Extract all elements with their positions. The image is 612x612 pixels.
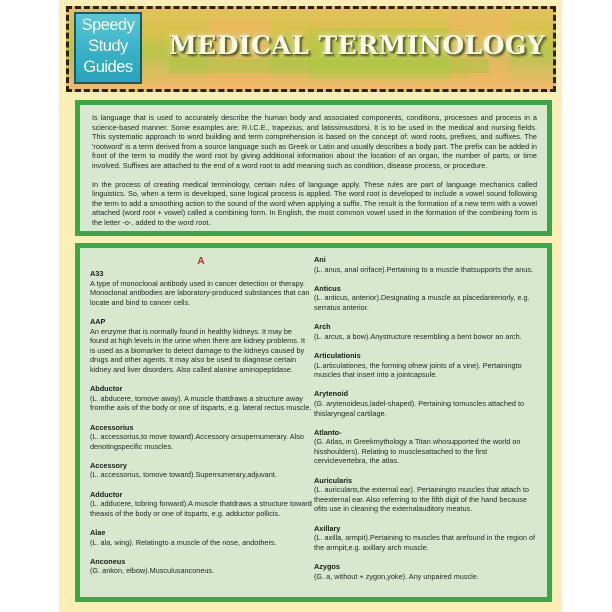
glossary-entry: [314, 389, 536, 418]
glossary-term: Anticus: [314, 283, 341, 293]
glossary-entry: [314, 524, 536, 553]
logo-line: Speedy: [81, 16, 135, 34]
logo-line: Guides: [83, 58, 133, 76]
glossary-term: Anconeus: [90, 556, 126, 566]
glossary-entry: [90, 423, 312, 452]
glossary-entry: [90, 384, 312, 413]
glossary-right-column: [314, 255, 536, 591]
intro-paragraph: Is language that is used to accurately describe the human body and associated components, conditions, processes and process in a science-based manner. Some examples are: R.I.C.E., trapezius, and latissimusdorsi. It is to be used in the medical and nursing fields. This systematic approach to word building and term comprehension is based on the concept of: word roots, prefixes, and suffixes. The 'rootword' is a term derived from a source language such as Greek or Latin and usually describes a body part. The prefix can be added in front of the term to modify the word root by giving additional information about the location of an organ, the number of parts, or time involved. Suffixes are attached to the end of a word root to add meaning such as condition, disease process, or procedure.: [92, 113, 537, 170]
glossary-definition: (L.articulationes, the forming ofnew joints of a vine). Pertainingto muscles that insert into a jointcapsule.: [314, 360, 522, 380]
intro-panel: [75, 100, 552, 236]
speedy-study-guides-logo: [74, 12, 142, 84]
glossary-term: A33: [90, 269, 104, 278]
glossary-entry: [90, 528, 312, 547]
glossary-term: Arch: [314, 322, 331, 332]
glossary-definition: (G. a, without + zygon,yoke). Any unpaired muscle.: [314, 571, 479, 581]
glossary-term: Accessorius: [90, 422, 134, 432]
glossary-definition: (L. ala, wing). Relatingto a muscle of the nose, andothers.: [90, 537, 277, 547]
glossary-entry: [314, 322, 536, 341]
glossary-term: Alae: [90, 528, 106, 538]
glossary-definition: (L. adducere, tobring forward).A muscle thatdraws a structure toward theaxis of the body or one of itsparts, e.g. adductor pollicis.: [90, 499, 312, 518]
glossary-term: Adductor: [90, 489, 123, 499]
glossary-definition: An enzyme that is normally found in healthy kidneys. It may be found at high levels in the urine when there are kidney problems. It is used as a biomarker to detect damage to the kidneys caused by drugs and other agents. It may also be used to diagnose certain kidney and liver disorders. Also called alanine aminopeptidase.: [90, 326, 305, 374]
glossary-entry: [314, 284, 536, 313]
glossary-definition: (L. accessorius,to move toward).Accessory orsupernumerary. Also denotingspecific muscles.: [90, 432, 304, 451]
glossary-entry: [314, 428, 536, 466]
glossary-term: Arytenoid: [314, 389, 349, 399]
glossary-definition: (G. arytenoideus,ladel-shaped). Pertaining tomuscles attached to thislaryngeal cartilage.: [314, 398, 525, 418]
glossary-term: Axillary: [314, 523, 341, 533]
glossary-definition: (L. accessorius, tomove toward).Supernumerary,adjuvant.: [90, 470, 277, 480]
glossary-definition: (L. auricularis,the external ear). Pertainingto muscles that attach to theexternal ear. Also referring to the fifth digit of the hand because ofits use in cleaning the externalauditory meatus.: [314, 485, 529, 514]
glossary-entry: [314, 255, 536, 274]
glossary-definition: (G. Atlas, in Greekmythology a Titan whosupported the world on hisshoulders). Relating to musclesattached to the first cerviclevertebra, the atlas.: [314, 437, 521, 466]
glossary-definition: (L. anus, anal oriface).Pertaining to a muscle thatsupports the anus.: [314, 264, 534, 274]
glossary-definition: (L. anticus, anterior).Designating a muscle as placedanteriorly, e.g. serratus anterior.: [314, 293, 530, 312]
logo-line: Study: [88, 37, 128, 55]
glossary-entry: [90, 557, 312, 576]
glossary-term: Auricularis: [314, 475, 353, 485]
page-title: MEDICAL TERMINOLOGY: [169, 31, 546, 60]
banner-decoration: [169, 59, 489, 73]
glossary-entry: [90, 269, 312, 307]
intro-paragraph: In the process of creating medical terminology, certain rules of language apply. These rules are part of language mechanics called linguistics. So, when a term is developed, sone logical process is applied. The word root is developed to include a vowel sound following the term to add a smoothing action to the sound of the word when applying a suffix. The result is the formation of a new term with a vowel attached (word root + vowel) called a combining form. In English, the most common vowel used in the formation of the combining form is the letter -o-, added to the word root.: [92, 179, 537, 227]
glossary-panel: [75, 243, 552, 602]
glossary-definition: (L. axilla, armpit).Pertaining to muscles that arefound in the region of the armpit,e.g. axillary arch muscle.: [314, 533, 536, 552]
section-letter: A: [197, 256, 205, 267]
glossary-entry: [314, 562, 536, 581]
glossary-definition: (G. ankon, elbow).Musculusanconeus.: [90, 566, 215, 576]
glossary-term: AAP: [90, 316, 106, 326]
glossary-definition: (L. abducere, tomove away). A muscle thatdraws a structure away fromthe axis of the body or one of itsparts, e.g. lateral rectus muscle.: [90, 393, 312, 413]
glossary-entry: [314, 351, 536, 380]
glossary-term: Articulationis: [314, 350, 361, 360]
glossary-term: Accessory: [90, 460, 127, 470]
glossary-entry: [90, 317, 312, 375]
glossary-term: Atlanto-: [314, 427, 342, 437]
glossary-left-column: [90, 256, 312, 586]
header-banner: [66, 6, 556, 92]
glossary-definition: A type of monoclonal antibody used in cancer detection or therapy. Monoclonal antibodies are laboratory-produced substances that can locate and bind to cancer cells.: [90, 278, 310, 307]
glossary-entry: [90, 461, 312, 480]
glossary-entry: [314, 476, 536, 514]
glossary-term: Abductor: [90, 384, 123, 394]
glossary-term: Azygos: [314, 562, 340, 571]
glossary-entry: [90, 490, 312, 519]
glossary-term: Ani: [314, 255, 326, 264]
glossary-definition: (L. arcus, a bow).Anystructure resembling a bent bowor an arch.: [314, 331, 522, 341]
